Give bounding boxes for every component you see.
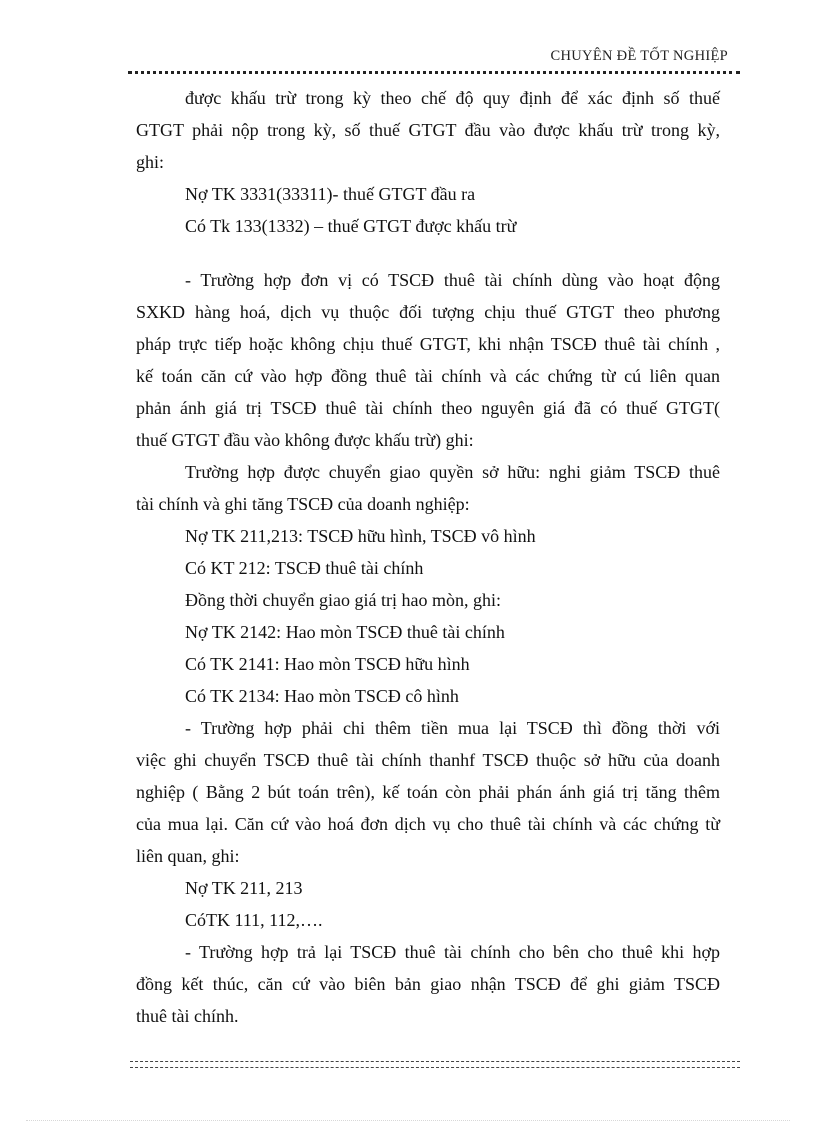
body-line: - Trường hợp trả lại TSCĐ thuê tài chính cho bên cho thuê khi hợp xyxy=(185,942,720,962)
page-bottom-edge xyxy=(26,1120,790,1121)
paragraph-gap xyxy=(136,242,720,264)
journal-entry-line: Có KT 212: TSCĐ thuê tài chính xyxy=(185,558,424,578)
body-line: Trường hợp được chuyển giao quyền sở hữu: nghi giảm TSCĐ thuê xyxy=(185,462,720,482)
journal-entry-line: Nợ TK 211, 213 xyxy=(185,878,303,898)
body-line: việc ghi chuyển TSCĐ thuê tài chính thanhf TSCĐ thuộc sở hữu của doanh xyxy=(136,750,720,770)
body-line: thuế GTGT đầu vào không được khấu trừ) ghi: xyxy=(136,430,474,450)
body-line: Đồng thời chuyển giao giá trị hao mòn, ghi: xyxy=(185,590,501,610)
journal-entry-line: Có TK 2134: Hao mòn TSCĐ cô hình xyxy=(185,686,459,706)
journal-entry-line: CóTK 111, 112,…. xyxy=(185,910,323,930)
body-line: của mua lại. Căn cứ vào hoá đơn dịch vụ cho thuê tài chính và các chứng từ xyxy=(136,814,720,834)
journal-entry-line: Có Tk 133(1332) – thuế GTGT được khấu trừ xyxy=(185,216,517,236)
journal-entry-line: Có TK 2141: Hao mòn TSCĐ hữu hình xyxy=(185,654,470,674)
header-dotted-rule xyxy=(128,71,740,74)
document-body xyxy=(136,82,720,1032)
body-line: - Trường hợp đơn vị có TSCĐ thuê tài chính dùng vào hoạt động xyxy=(185,270,720,290)
body-line: SXKD hàng hoá, dịch vụ thuộc đối tượng chịu thuế GTGT theo phương xyxy=(136,302,720,322)
journal-entry-line: Nợ TK 2142: Hao mòn TSCĐ thuê tài chính xyxy=(185,622,505,642)
body-line: nghiệp ( Bằng 2 bút toán trên), kế toán còn phải phán ánh giá trị tăng thêm xyxy=(136,782,720,802)
body-line: được khấu trừ trong kỳ theo chế độ quy định để xác định số thuế xyxy=(185,88,720,108)
body-line: liên quan, ghi: xyxy=(136,846,240,866)
body-line: ghi: xyxy=(136,152,165,172)
body-line: tài chính và ghi tăng TSCĐ của doanh nghiệp: xyxy=(136,494,470,514)
journal-entry-line: Nợ TK 211,213: TSCĐ hữu hình, TSCĐ vô hình xyxy=(185,526,536,546)
footer-dashed-rule xyxy=(130,1061,740,1068)
page-header-title: CHUYÊN ĐỀ TỐT NGHIỆP xyxy=(550,48,728,64)
body-line: - Trường hợp phải chi thêm tiền mua lại TSCĐ thì đồng thời với xyxy=(185,718,720,738)
body-line: kế toán căn cứ vào hợp đồng thuê tài chính và các chứng từ cú liên quan xyxy=(136,366,720,386)
body-line: pháp trực tiếp hoặc không chịu thuế GTGT, khi nhận TSCĐ thuê tài chính , xyxy=(136,334,720,354)
body-line: thuê tài chính. xyxy=(136,1006,239,1026)
body-line: phản ánh giá trị TSCĐ thuê tài chính theo nguyên giá đã có thuế GTGT( xyxy=(136,398,720,418)
body-line: GTGT phải nộp trong kỳ, số thuế GTGT đầu vào được khấu trừ trong kỳ, xyxy=(136,120,720,140)
body-line: đồng kết thúc, căn cứ vào biên bản giao nhận TSCĐ để ghi giảm TSCĐ xyxy=(136,974,720,994)
journal-entry-line: Nợ TK 3331(33311)- thuế GTGT đầu ra xyxy=(185,184,476,204)
